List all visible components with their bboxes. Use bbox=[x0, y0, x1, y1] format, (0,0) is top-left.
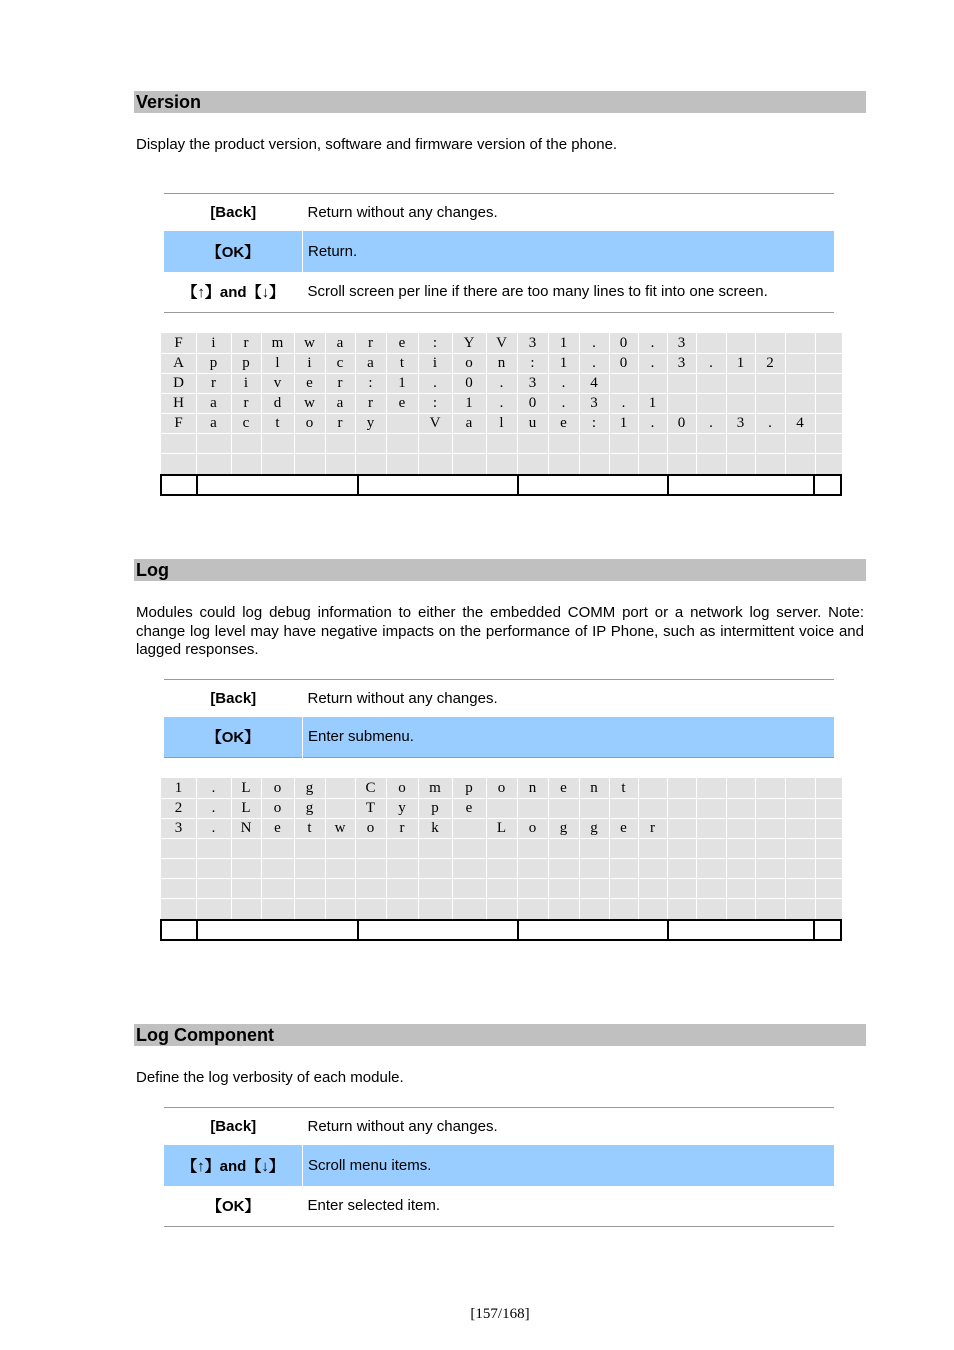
lcd-char: t bbox=[621, 780, 626, 796]
lcd-char: V bbox=[429, 415, 441, 431]
softkey-divider bbox=[813, 921, 815, 939]
lcd-char: . bbox=[709, 355, 713, 371]
log-description: Modules could log debug information to either the embedded COMM port or a network log server. Note: change log level may have negative impacts on the performance of IP Phone, such as intermittent voice and lagged responses. bbox=[136, 604, 864, 658]
lcd-char: L bbox=[241, 780, 251, 796]
lcd-char: . bbox=[592, 335, 596, 351]
section-title-version: Version bbox=[134, 91, 866, 113]
lcd-char: 1 bbox=[648, 395, 657, 411]
lcd-char: 3 bbox=[174, 820, 183, 836]
key-row bbox=[164, 1186, 834, 1227]
key-name: 【↑】and【↓】 bbox=[182, 284, 285, 302]
lcd-char: i bbox=[211, 335, 216, 351]
lcd-char bbox=[452, 818, 486, 838]
lcd-char: 4 bbox=[590, 375, 598, 391]
key-row bbox=[164, 194, 834, 231]
grid-line bbox=[161, 898, 842, 899]
lcd-char: L bbox=[496, 820, 507, 836]
grid-line bbox=[161, 878, 842, 879]
key-row bbox=[164, 272, 834, 313]
lcd-char: y bbox=[366, 415, 375, 431]
log-lcd-screen bbox=[161, 778, 842, 920]
key-name: 【↑】and【↓】 bbox=[164, 1145, 303, 1186]
lcd-char: 3 bbox=[528, 375, 537, 391]
lcd-char: . bbox=[499, 375, 504, 391]
lcd-line bbox=[161, 373, 842, 393]
lcd-char: L bbox=[241, 800, 251, 816]
key-name: 【OK】 bbox=[206, 1198, 260, 1216]
lcd-char bbox=[325, 798, 355, 818]
softkey-divider bbox=[517, 921, 519, 939]
lcd-char: y bbox=[398, 800, 406, 816]
lcd-char: d bbox=[273, 395, 282, 411]
lcd-char: T bbox=[365, 800, 376, 816]
key-description: Scroll screen per line if there are too many lines to fit into one screen. bbox=[307, 283, 768, 301]
lcd-char: g bbox=[305, 780, 314, 796]
lcd-char: p bbox=[209, 355, 218, 371]
lcd-char: . bbox=[561, 375, 566, 391]
lcd-char: e bbox=[306, 375, 313, 391]
log-component-key-table bbox=[164, 1107, 834, 1227]
lcd-char: r bbox=[337, 375, 343, 391]
grid-line bbox=[161, 433, 842, 434]
lcd-char: . bbox=[650, 415, 655, 431]
lcd-line bbox=[161, 778, 842, 798]
grid-line bbox=[161, 838, 842, 839]
lcd-char: i bbox=[307, 355, 312, 371]
lcd-char: 3 bbox=[677, 355, 686, 371]
lcd-char: . bbox=[211, 820, 216, 836]
lcd-char: . bbox=[561, 395, 566, 411]
grid-line bbox=[161, 858, 842, 859]
lcd-char bbox=[325, 778, 355, 798]
lcd-char: p bbox=[431, 800, 439, 816]
lcd-char: : bbox=[368, 375, 373, 391]
lcd-char: 1 bbox=[736, 355, 745, 371]
lcd-char: 3 bbox=[528, 335, 537, 351]
lcd-char: 4 bbox=[796, 415, 804, 431]
lcd-char: v bbox=[273, 375, 282, 391]
lcd-char: w bbox=[334, 820, 346, 836]
lcd-line bbox=[161, 353, 842, 373]
lcd-char: 0 bbox=[619, 335, 628, 351]
lcd-char: H bbox=[173, 395, 184, 411]
key-description: Enter selected item. bbox=[307, 1197, 441, 1215]
lcd-char: u bbox=[528, 415, 537, 431]
lcd-char: r bbox=[368, 335, 373, 351]
lcd-char: 0 bbox=[528, 395, 537, 411]
lcd-char: w bbox=[304, 395, 315, 411]
lcd-char: F bbox=[174, 335, 183, 351]
lcd-char: e bbox=[274, 820, 281, 836]
lcd-char: r bbox=[399, 820, 405, 836]
lcd-char: F bbox=[174, 415, 183, 431]
lcd-char: a bbox=[336, 335, 344, 351]
lcd-char: l bbox=[275, 355, 280, 371]
lcd-char: . bbox=[592, 355, 596, 371]
lcd-char: n bbox=[528, 780, 537, 796]
lcd-char: i bbox=[432, 355, 438, 371]
lcd-char: a bbox=[210, 415, 217, 431]
key-description: Return without any changes. bbox=[307, 1117, 498, 1135]
lcd-line bbox=[161, 333, 842, 353]
lcd-char: V bbox=[496, 335, 507, 351]
lcd-char: t bbox=[399, 355, 405, 371]
lcd-char: e bbox=[465, 800, 473, 816]
lcd-char: g bbox=[305, 800, 314, 816]
key-description: Return. bbox=[303, 231, 835, 272]
lcd-char: r bbox=[243, 335, 249, 351]
lcd-char: r bbox=[650, 820, 655, 836]
lcd-char: e bbox=[398, 335, 406, 351]
lcd-char: : bbox=[530, 355, 535, 371]
grid-line bbox=[161, 453, 842, 454]
lcd-char: D bbox=[173, 375, 184, 391]
lcd-char: 0 bbox=[465, 375, 473, 391]
lcd-char: r bbox=[211, 375, 216, 391]
lcd-char: r bbox=[368, 395, 373, 411]
lcd-char: 1 bbox=[559, 335, 568, 351]
section-title-log: Log bbox=[134, 559, 866, 581]
lcd-char: . bbox=[650, 355, 655, 371]
lcd-char: o bbox=[273, 800, 282, 816]
lcd-char: N bbox=[240, 820, 252, 836]
log-component-description: Define the log verbosity of each module. bbox=[136, 1069, 404, 1086]
lcd-char: Y bbox=[463, 335, 475, 351]
lcd-char: e bbox=[398, 395, 406, 411]
lcd-char bbox=[386, 413, 418, 433]
lcd-char: o bbox=[305, 415, 314, 431]
lcd-char: 1 bbox=[174, 780, 183, 796]
lcd-char: a bbox=[336, 395, 344, 411]
softkey-divider bbox=[357, 476, 359, 494]
lcd-char: 2 bbox=[174, 800, 183, 816]
lcd-char: : bbox=[432, 335, 438, 351]
lcd-char: 3 bbox=[677, 335, 686, 351]
lcd-char: 1 bbox=[559, 355, 568, 371]
log-key-table bbox=[164, 679, 834, 758]
key-name: [Back] bbox=[210, 689, 257, 707]
lcd-char: k bbox=[431, 820, 439, 836]
lcd-char: e bbox=[620, 820, 627, 836]
lcd-char: a bbox=[465, 415, 473, 431]
lcd-char: 3 bbox=[590, 395, 598, 411]
lcd-char: l bbox=[499, 415, 504, 431]
lcd-char: i bbox=[243, 375, 249, 391]
page-number: [157/168] bbox=[470, 1306, 530, 1322]
lcd-char: c bbox=[242, 415, 250, 431]
lcd-char: e bbox=[560, 415, 567, 431]
softkey-divider bbox=[517, 476, 519, 494]
lcd-char: : bbox=[591, 415, 597, 431]
lcd-char: g bbox=[559, 820, 568, 836]
lcd-char: 1 bbox=[398, 375, 406, 391]
lcd-line bbox=[161, 393, 842, 413]
lcd-char: g bbox=[590, 820, 598, 836]
lcd-char: . bbox=[433, 375, 437, 391]
key-row bbox=[164, 717, 834, 758]
lcd-char: t bbox=[307, 820, 312, 836]
lcd-char: m bbox=[271, 335, 284, 351]
key-name: [Back] bbox=[210, 1117, 257, 1135]
lcd-char: C bbox=[365, 780, 376, 796]
key-name: [Back] bbox=[210, 203, 257, 221]
lcd-line bbox=[161, 818, 842, 838]
lcd-char: o bbox=[528, 820, 537, 836]
lcd-char: n bbox=[590, 780, 598, 796]
lcd-line bbox=[161, 798, 842, 818]
lcd-char: o bbox=[465, 355, 473, 371]
softkey-divider bbox=[667, 476, 669, 494]
key-name: 【OK】 bbox=[164, 717, 303, 758]
lcd-char: m bbox=[429, 780, 441, 796]
lcd-char: . bbox=[211, 800, 216, 816]
lcd-char: 0 bbox=[677, 415, 686, 431]
version-description: Display the product version, software and firmware version of the phone. bbox=[136, 136, 618, 153]
lcd-char: 1 bbox=[619, 415, 628, 431]
lcd-char: o bbox=[497, 780, 506, 796]
lcd-char: r bbox=[243, 395, 249, 411]
key-row bbox=[164, 1145, 834, 1186]
key-description: Return without any changes. bbox=[307, 689, 498, 707]
lcd-char: 2 bbox=[766, 355, 774, 371]
lcd-char: 3 bbox=[736, 415, 745, 431]
lcd-char: . bbox=[499, 395, 504, 411]
lcd-char: a bbox=[210, 395, 217, 411]
key-name: 【OK】 bbox=[164, 231, 303, 272]
softkey-divider bbox=[813, 476, 815, 494]
log-softkey-bar bbox=[160, 919, 842, 941]
lcd-char: . bbox=[621, 395, 626, 411]
lcd-char: p bbox=[465, 780, 473, 796]
lcd-char: : bbox=[432, 395, 438, 411]
lcd-line bbox=[161, 413, 842, 433]
lcd-char: w bbox=[304, 335, 315, 351]
version-lcd-screen bbox=[161, 333, 842, 475]
lcd-char: A bbox=[173, 355, 184, 371]
key-description: Return without any changes. bbox=[307, 203, 498, 221]
lcd-char: 0 bbox=[619, 355, 628, 371]
lcd-char: 1 bbox=[465, 395, 473, 411]
softkey-divider bbox=[357, 921, 359, 939]
lcd-char: o bbox=[398, 780, 406, 796]
lcd-char: c bbox=[336, 355, 344, 371]
lcd-char: o bbox=[366, 820, 375, 836]
lcd-char: r bbox=[337, 415, 343, 431]
lcd-char: . bbox=[709, 415, 713, 431]
lcd-char: o bbox=[273, 780, 282, 796]
lcd-char: . bbox=[768, 415, 772, 431]
lcd-char: t bbox=[275, 415, 280, 431]
softkey-divider bbox=[196, 476, 198, 494]
softkey-divider bbox=[667, 921, 669, 939]
lcd-char: n bbox=[497, 355, 506, 371]
key-description: Enter submenu. bbox=[303, 717, 835, 758]
key-row bbox=[164, 680, 834, 717]
lcd-char: a bbox=[367, 355, 374, 371]
lcd-char: e bbox=[560, 780, 567, 796]
version-key-table bbox=[164, 193, 834, 313]
key-row bbox=[164, 231, 834, 272]
key-description: Scroll menu items. bbox=[303, 1145, 835, 1186]
key-row bbox=[164, 1108, 834, 1145]
version-softkey-bar bbox=[160, 474, 842, 496]
lcd-char: . bbox=[211, 780, 216, 796]
lcd-char: p bbox=[242, 355, 250, 371]
softkey-divider bbox=[196, 921, 198, 939]
section-title-log-component: Log Component bbox=[134, 1024, 866, 1046]
lcd-char: . bbox=[650, 335, 655, 351]
